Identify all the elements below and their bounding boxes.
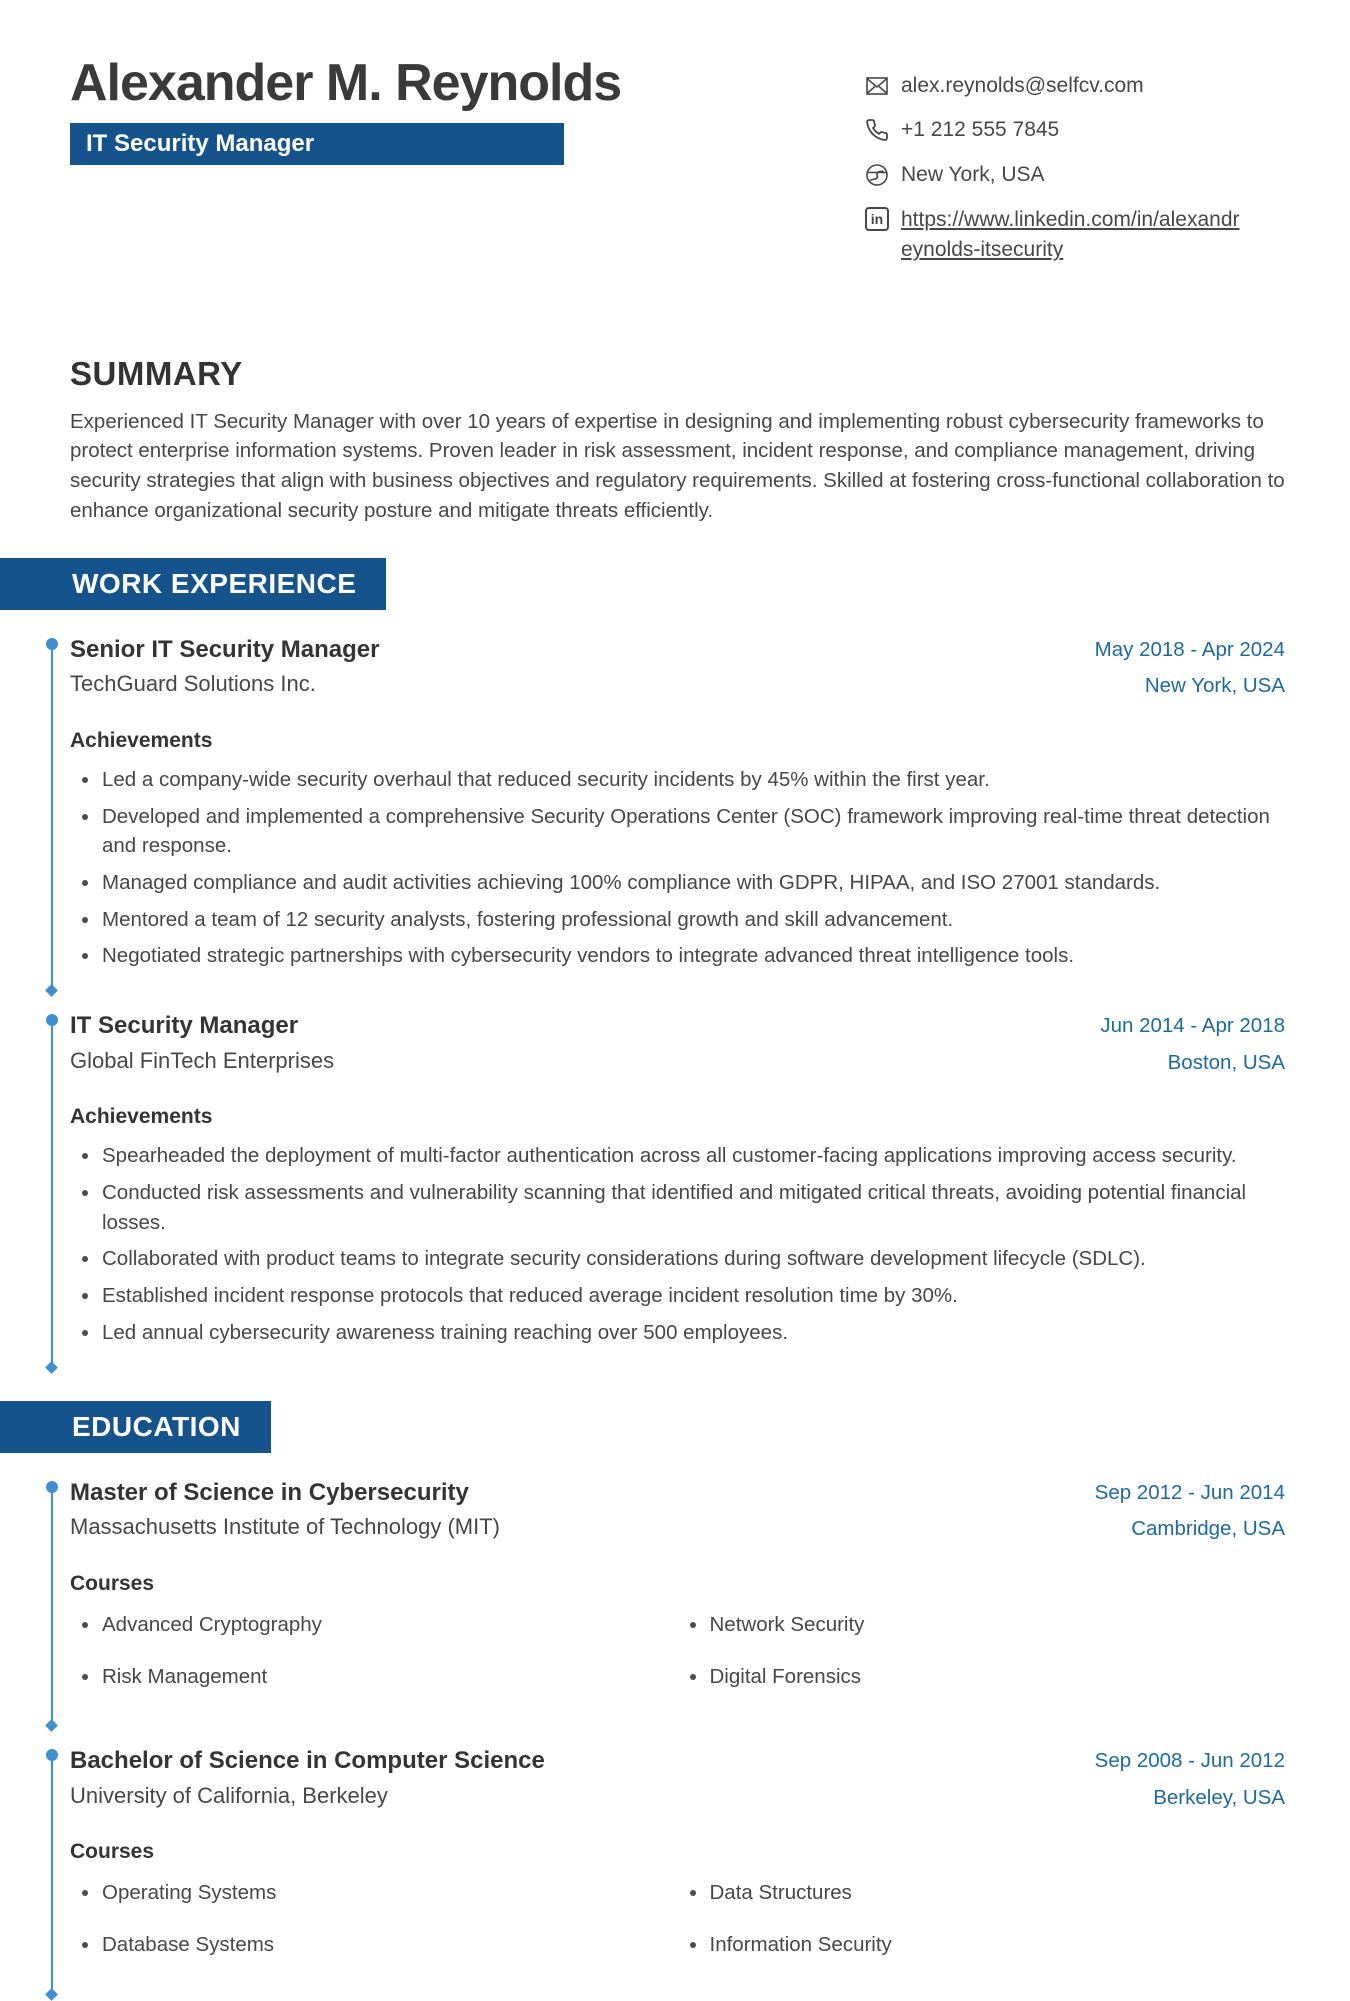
achievements-label: Achievements [70, 728, 213, 752]
job-title: IT Security Manager [70, 1012, 299, 1040]
timeline-dot-icon [46, 1014, 58, 1026]
summary-section [70, 355, 1285, 526]
contact-info [865, 56, 1285, 283]
achievement-item: Developed and implemented a comprehensive Security Operations Center (SOC) framework improving real-time threat detection and response. [70, 802, 1285, 861]
courses-label: Courses [70, 1571, 155, 1595]
achievement-item: Spearheaded the deployment of multi-factor authentication across all customer-facing applications improving access security. [70, 1141, 1285, 1171]
education-location: Berkeley, USA [1153, 1785, 1285, 1809]
courses-list [70, 1610, 1285, 1713]
envelope-icon [865, 74, 889, 98]
job-title: Senior IT Security Manager [70, 635, 380, 663]
contact-location-row [865, 161, 1285, 188]
degree-title: Master of Science in Cybersecurity [70, 1478, 469, 1506]
course-item: Digital Forensics [678, 1662, 1286, 1692]
work-experience-heading: WORK EXPERIENCE [72, 567, 357, 599]
education-dates: Sep 2008 - Jun 2012 [1094, 1749, 1285, 1773]
course-item: Database Systems [70, 1930, 678, 1960]
work-experience-section [0, 526, 1350, 1369]
achievements-list [70, 1141, 1285, 1347]
achievement-item: Negotiated strategic partnerships with cybersecurity vendors to integrate advanced threat intelligence tools. [70, 941, 1285, 971]
timeline-dot-icon [46, 638, 58, 650]
person-title: IT Security Manager [86, 129, 315, 157]
achievements-label: Achievements [70, 1105, 213, 1129]
timeline-diamond-icon [45, 984, 58, 997]
course-item: Information Security [678, 1930, 1286, 1960]
course-item: Network Security [678, 1610, 1286, 1640]
summary-text: Experienced IT Security Manager with over 10 years of expertise in designing and implementing robust cybersecurity frameworks to protect enterprise information systems. Proven leader in risk assessment, incident response, and compliance management, driving security strategies that align with business objectives and regulatory requirements. Skilled at fostering cross-functional collaboration to enhance organizational security posture and mitigate threats efficiently. [70, 409, 1285, 522]
contact-phone-row [865, 116, 1285, 143]
timeline-dot-icon [46, 1481, 58, 1493]
school-name: Massachusetts Institute of Technology (MIT) [70, 1514, 500, 1540]
work-entries [52, 636, 1285, 1369]
timeline-diamond-icon [45, 1988, 58, 2001]
achievement-item: Mentored a team of 12 security analysts, fostering professional growth and skill advancement. [70, 905, 1285, 935]
work-entry [52, 636, 1285, 993]
achievement-item: Conducted risk assessments and vulnerability scanning that identified and mitigated critical threats, avoiding potential financial losses. [70, 1178, 1285, 1237]
education-dates: Sep 2012 - Jun 2014 [1094, 1480, 1285, 1504]
education-section [0, 1369, 1350, 1996]
job-location: Boston, USA [1167, 1050, 1285, 1074]
education-entries [52, 1479, 1285, 1996]
education-entry [52, 1479, 1285, 1728]
header-identity [70, 56, 690, 283]
job-meta [1095, 636, 1285, 711]
education-band [0, 1401, 271, 1453]
linkedin-badge-text: in [865, 207, 889, 231]
work-entry [52, 1012, 1285, 1369]
education-location: Cambridge, USA [1131, 1517, 1285, 1541]
education-heading: EDUCATION [72, 1410, 241, 1442]
school-name: University of California, Berkeley [70, 1783, 388, 1809]
education-meta [1095, 1747, 1285, 1822]
contact-linkedin-row [865, 205, 1285, 266]
header [70, 56, 1285, 283]
company-name: TechGuard Solutions Inc. [70, 671, 316, 697]
person-name: Alexander M. Reynolds [70, 54, 622, 112]
timeline-dot-icon [46, 1749, 58, 1761]
courses-label: Courses [70, 1840, 155, 1864]
contact-email-row [865, 72, 1285, 99]
education-entry-head [70, 1747, 1285, 1822]
education-entry-head [70, 1479, 1285, 1554]
contact-phone: +1 212 555 7845 [901, 118, 1060, 142]
course-item: Advanced Cryptography [70, 1610, 678, 1640]
contact-email: alex.reynolds@selfcv.com [901, 74, 1144, 97]
job-dates: May 2018 - Apr 2024 [1094, 637, 1285, 661]
courses-list [70, 1878, 1285, 1981]
degree-title: Bachelor of Science in Computer Science [70, 1747, 545, 1775]
achievement-item: Managed compliance and audit activities achieving 100% compliance with GDPR, HIPAA, and ISO 27001 standards. [70, 868, 1285, 898]
timeline-diamond-icon [45, 1719, 58, 1732]
contact-location: New York, USA [901, 162, 1045, 186]
achievement-item: Established incident response protocols that reduced average incident resolution time by 30%. [70, 1281, 1285, 1311]
achievements-list [70, 765, 1285, 971]
achievement-item: Collaborated with product teams to integrate security considerations during software development lifecycle (SDLC). [70, 1244, 1285, 1274]
achievement-item: Led a company-wide security overhaul that reduced security incidents by 45% within the first year. [70, 765, 1285, 795]
linkedin-link[interactable]: https://www.linkedin.com/in/alexandreynolds-itsecurity [901, 207, 1240, 262]
phone-icon [865, 118, 889, 142]
course-item: Operating Systems [70, 1878, 678, 1908]
course-item: Data Structures [678, 1878, 1286, 1908]
job-dates: Jun 2014 - Apr 2018 [1100, 1014, 1285, 1038]
company-name: Global FinTech Enterprises [70, 1047, 335, 1073]
person-title-band [70, 123, 564, 165]
summary-heading: SUMMARY [70, 354, 243, 392]
job-location: New York, USA [1144, 674, 1285, 698]
work-entry-head [70, 1012, 1285, 1087]
education-entry [52, 1747, 1285, 1996]
work-entry-head [70, 636, 1285, 711]
education-meta [1095, 1479, 1285, 1554]
work-experience-band [0, 558, 386, 610]
globe-icon [865, 163, 889, 187]
achievement-item: Led annual cybersecurity awareness training reaching over 500 employees. [70, 1318, 1285, 1348]
course-item: Risk Management [70, 1662, 678, 1692]
job-meta [1100, 1012, 1285, 1087]
linkedin-icon [865, 207, 889, 231]
